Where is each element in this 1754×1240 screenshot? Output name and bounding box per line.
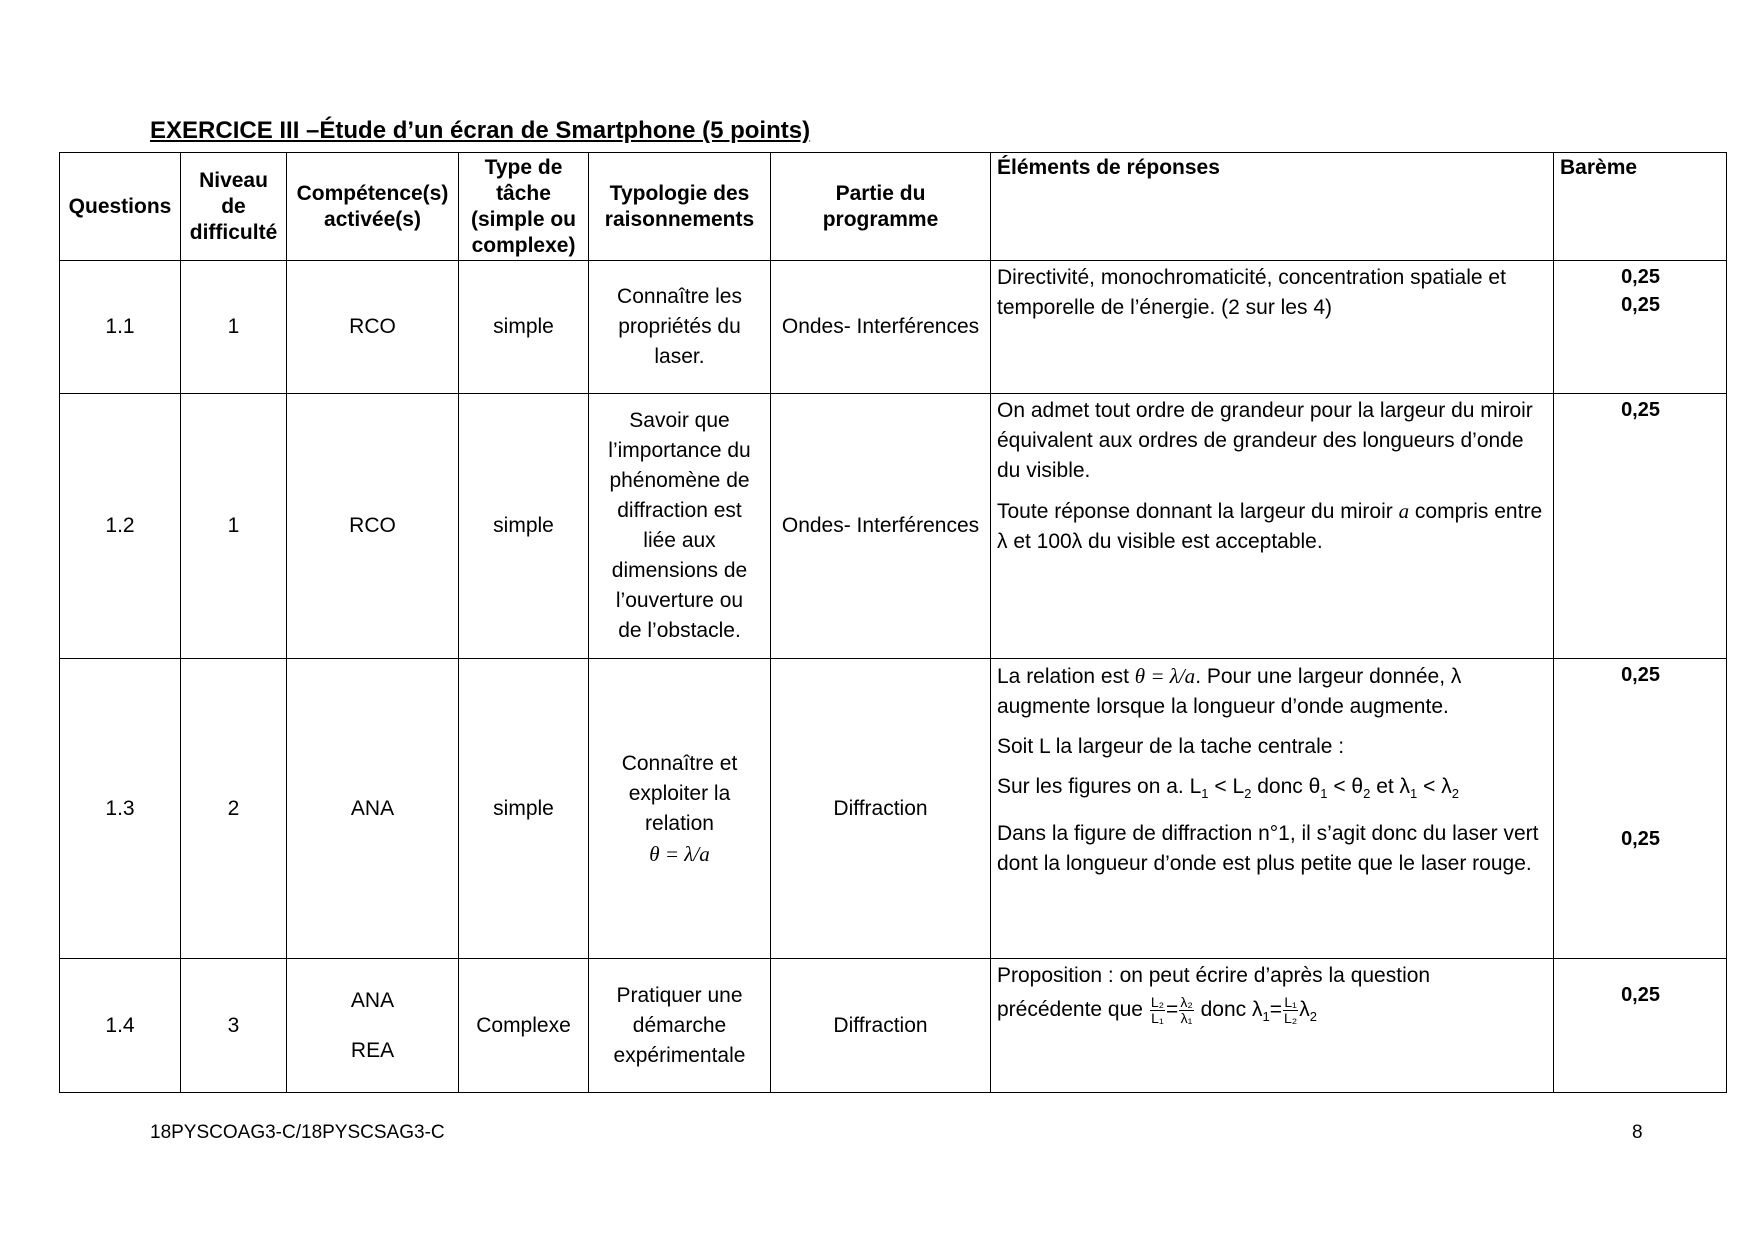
difficulty-level: 1 [181, 394, 287, 659]
header-niveau: Niveau de difficulté [181, 153, 287, 261]
program-part: Diffraction [771, 659, 991, 959]
competence: RCO [287, 261, 459, 394]
table-row [60, 659, 1727, 959]
task-type: simple [459, 659, 589, 959]
reasoning-type: Connaître les propriétés du laser. [589, 261, 771, 394]
header-type: Type de tâche (simple ou complexe) [459, 153, 589, 261]
score: 0,25 0,25 [1554, 659, 1727, 959]
page-number: 8 [1632, 1122, 1643, 1143]
question-number: 1.3 [60, 659, 181, 959]
competence: ANA REA [287, 959, 459, 1093]
response-elements: La relation est θ = λ/a. Pour une largeur donnée, λ augmente lorsque la longueur d’onde augmente. Soit L la largeur de la tache centrale : Sur les figures on a. $L_1 < L_2$ donc $\theta_1 < \theta_2$ et $\lambda_1 < \lambda_2$ Dans la figure de diffraction n°1, il s’agit donc du laser vert dont la longueur d’onde est plus petite que le laser rouge. [991, 659, 1554, 959]
table-row [60, 394, 1727, 659]
program-part: Ondes- Interférences [771, 261, 991, 394]
program-part: Ondes- Interférences [771, 394, 991, 659]
score: 0,25 0,25 [1554, 261, 1727, 394]
header-elements: Éléments de réponses [991, 153, 1554, 261]
reasoning-type: Connaître et exploiter la relation θ = λ/a [589, 659, 771, 959]
exercise-title: EXERCICE III –Étude d’un écran de Smartphone (5 points) [150, 117, 811, 144]
table-row [60, 261, 1727, 394]
program-part: Diffraction [771, 959, 991, 1093]
table-row [60, 959, 1727, 1093]
header-row [60, 153, 1727, 261]
reasoning-type: Pratiquer une démarche expérimentale [589, 959, 771, 1093]
header-questions: Questions [60, 153, 181, 261]
document-code: 18PYSCOAG3-C/18PYSCSAG3-C [150, 1122, 445, 1143]
score: 0,25 [1554, 959, 1727, 1093]
question-number: 1.1 [60, 261, 181, 394]
question-number: 1.2 [60, 394, 181, 659]
header-partie: Partie du programme [771, 153, 991, 261]
reasoning-type: Savoir que l’importance du phénomène de diffraction est liée aux dimensions de l’ouverture ou de l’obstacle. [589, 394, 771, 659]
grading-table [59, 152, 1727, 1093]
competence: RCO [287, 394, 459, 659]
task-type: simple [459, 261, 589, 394]
header-typologie: Typologie des raisonnements [589, 153, 771, 261]
task-type: Complexe [459, 959, 589, 1093]
score: 0,25 [1554, 394, 1727, 659]
response-elements: Directivité, monochromaticité, concentration spatiale et temporelle de l’énergie. (2 sur les 4) [991, 261, 1554, 394]
competence: ANA [287, 659, 459, 959]
question-number: 1.4 [60, 959, 181, 1093]
task-type: simple [459, 394, 589, 659]
header-bareme: Barème [1554, 153, 1727, 261]
response-elements: On admet tout ordre de grandeur pour la largeur du miroir équivalent aux ordres de grandeur des longueurs d’onde du visible. Toute réponse donnant la largeur du miroir a compris entre λ et 100λ du visible est acceptable. [991, 394, 1554, 659]
difficulty-level: 2 [181, 659, 287, 959]
response-elements: Proposition : on peut écrire d’après la question précédente que $\frac{\text{L₂}}{\text{L₁}}$ = $\frac{\text{λ₂}}{\text{λ₁}}$ donc $\lambda_1=$ $\frac{\text{L₁}}{\text{L₂}}$ $\lambda_2$ [991, 959, 1554, 1093]
header-competence: Compétence(s) activée(s) [287, 153, 459, 261]
difficulty-level: 1 [181, 261, 287, 394]
difficulty-level: 3 [181, 959, 287, 1093]
